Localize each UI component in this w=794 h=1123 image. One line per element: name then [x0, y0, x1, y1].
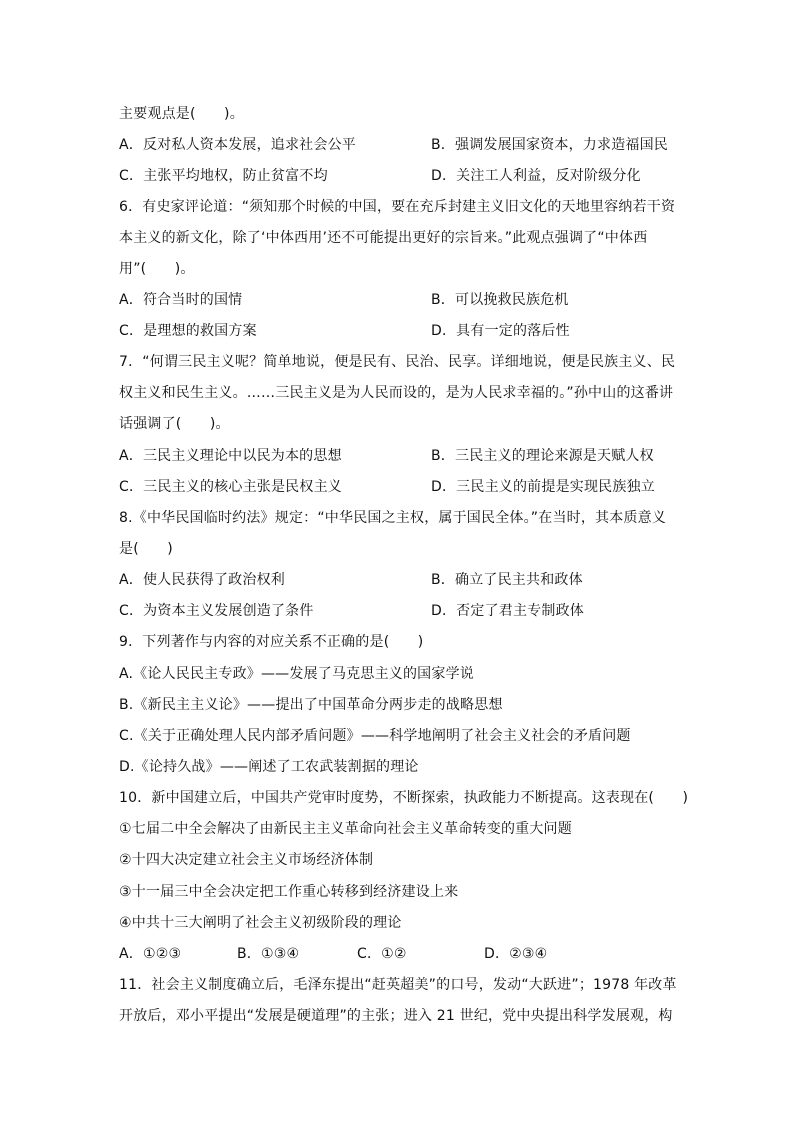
q11-stem-line-1: 11．社会主义制度确立后，毛泽东提出“赶英超美”的口号，发动“大跃进”；1978 年改革: [119, 977, 677, 993]
q7-stem-line-3: 话强调了( )。: [119, 416, 230, 432]
q7-stem-line-2: 权主义和民生主义。……三民主义是为人民而设的，是为人民求幸福的。”孙中山的这番讲: [119, 385, 674, 401]
q9-option-a: A.《论人民民主专政》——发展了马克思主义的国家学说: [119, 666, 474, 682]
q5-option-d: D．关注工人利益，反对阶级分化: [431, 168, 641, 184]
q9-option-d: D.《论持久战》——阐述了工农武装割据的理论: [119, 759, 419, 775]
q8-option-b: B．确立了民主共和政体: [431, 572, 583, 588]
q8-option-a: A．使人民获得了政治权利: [119, 572, 285, 588]
q7-stem-line-1: 7．“何谓三民主义呢？简单地说，便是民有、民治、民享。详细地说，便是民族主义、民: [119, 354, 676, 370]
q5-stem-end: 主要观点是( )。: [119, 106, 244, 122]
q6-option-a: A．符合当时的国情: [119, 292, 243, 308]
q8-stem-line-1: 8.《中华民国临时约法》规定：“中华民国之主权，属于国民全体。”在当时，其本质意义: [119, 510, 667, 526]
q10-statement-4: ④中共十三大阐明了社会主义初级阶段的理论: [119, 915, 402, 931]
q6-stem-line-2: 本主义的新文化，除了‘中体西用’还不可能提出更好的宗旨来。”此观点强调了“中体西: [119, 230, 648, 246]
q10-option-a: A．①②③: [119, 946, 182, 962]
q10-statement-1: ①七届二中全会解决了由新民主主义革命向社会主义革命转变的重大问题: [119, 821, 572, 837]
q6-option-d: D．具有一定的落后性: [431, 323, 570, 339]
q6-stem-line-1: 6．有史家评论道：“须知那个时候的中国，要在充斥封建主义旧文化的天地里容纳若干资: [119, 199, 676, 215]
q11-stem-line-2: 开放后，邓小平提出“发展是硬道理”的主张；进入 21 世纪，党中央提出科学发展观，构: [119, 1008, 673, 1024]
q10-statement-2: ②十四大决定建立社会主义市场经济体制: [119, 852, 374, 868]
q5-option-a: A．反对私人资本发展，追求社会公平: [119, 137, 356, 153]
q9-option-b: B.《新民主主义论》——提出了中国革命分两步走的战略思想: [119, 697, 503, 713]
q8-stem-line-2: 是( ): [119, 541, 173, 557]
q5-option-c: C．主张平均地权，防止贫富不均: [119, 168, 328, 184]
q10-option-d: D．②③④: [484, 946, 548, 962]
q10-stem: 10．新中国建立后，中国共产党审时度势，不断探索，执政能力不断提高。这表现在( ): [119, 790, 689, 806]
q7-option-b: B．三民主义的理论来源是天赋人权: [431, 448, 654, 464]
q7-option-d: D．三民主义的前提是实现民族独立: [431, 479, 655, 495]
q10-option-c: C．①②: [357, 946, 407, 962]
q9-option-c: C.《关于正确处理人民内部矛盾问题》——科学地阐明了社会主义社会的矛盾问题: [119, 728, 631, 744]
q7-option-a: A．三民主义理论中以民为本的思想: [119, 448, 342, 464]
q10-statement-3: ③十一届三中全会决定把工作重心转移到经济建设上来: [119, 884, 459, 900]
q9-stem: 9．下列著作与内容的对应关系不正确的是( ): [119, 634, 424, 650]
q5-option-b: B．强调发展国家资本，力求造福国民: [431, 137, 669, 153]
q6-stem-line-3: 用”( )。: [119, 261, 195, 277]
q8-option-d: D．否定了君主专制政体: [431, 603, 584, 619]
q8-option-c: C．为资本主义发展创造了条件: [119, 603, 314, 619]
q7-option-c: C．三民主义的核心主张是民权主义: [119, 479, 342, 495]
q6-option-b: B．可以挽救民族危机: [431, 292, 569, 308]
q10-option-b: B．①③④: [237, 946, 300, 962]
q6-option-c: C．是理想的救国方案: [119, 323, 257, 339]
